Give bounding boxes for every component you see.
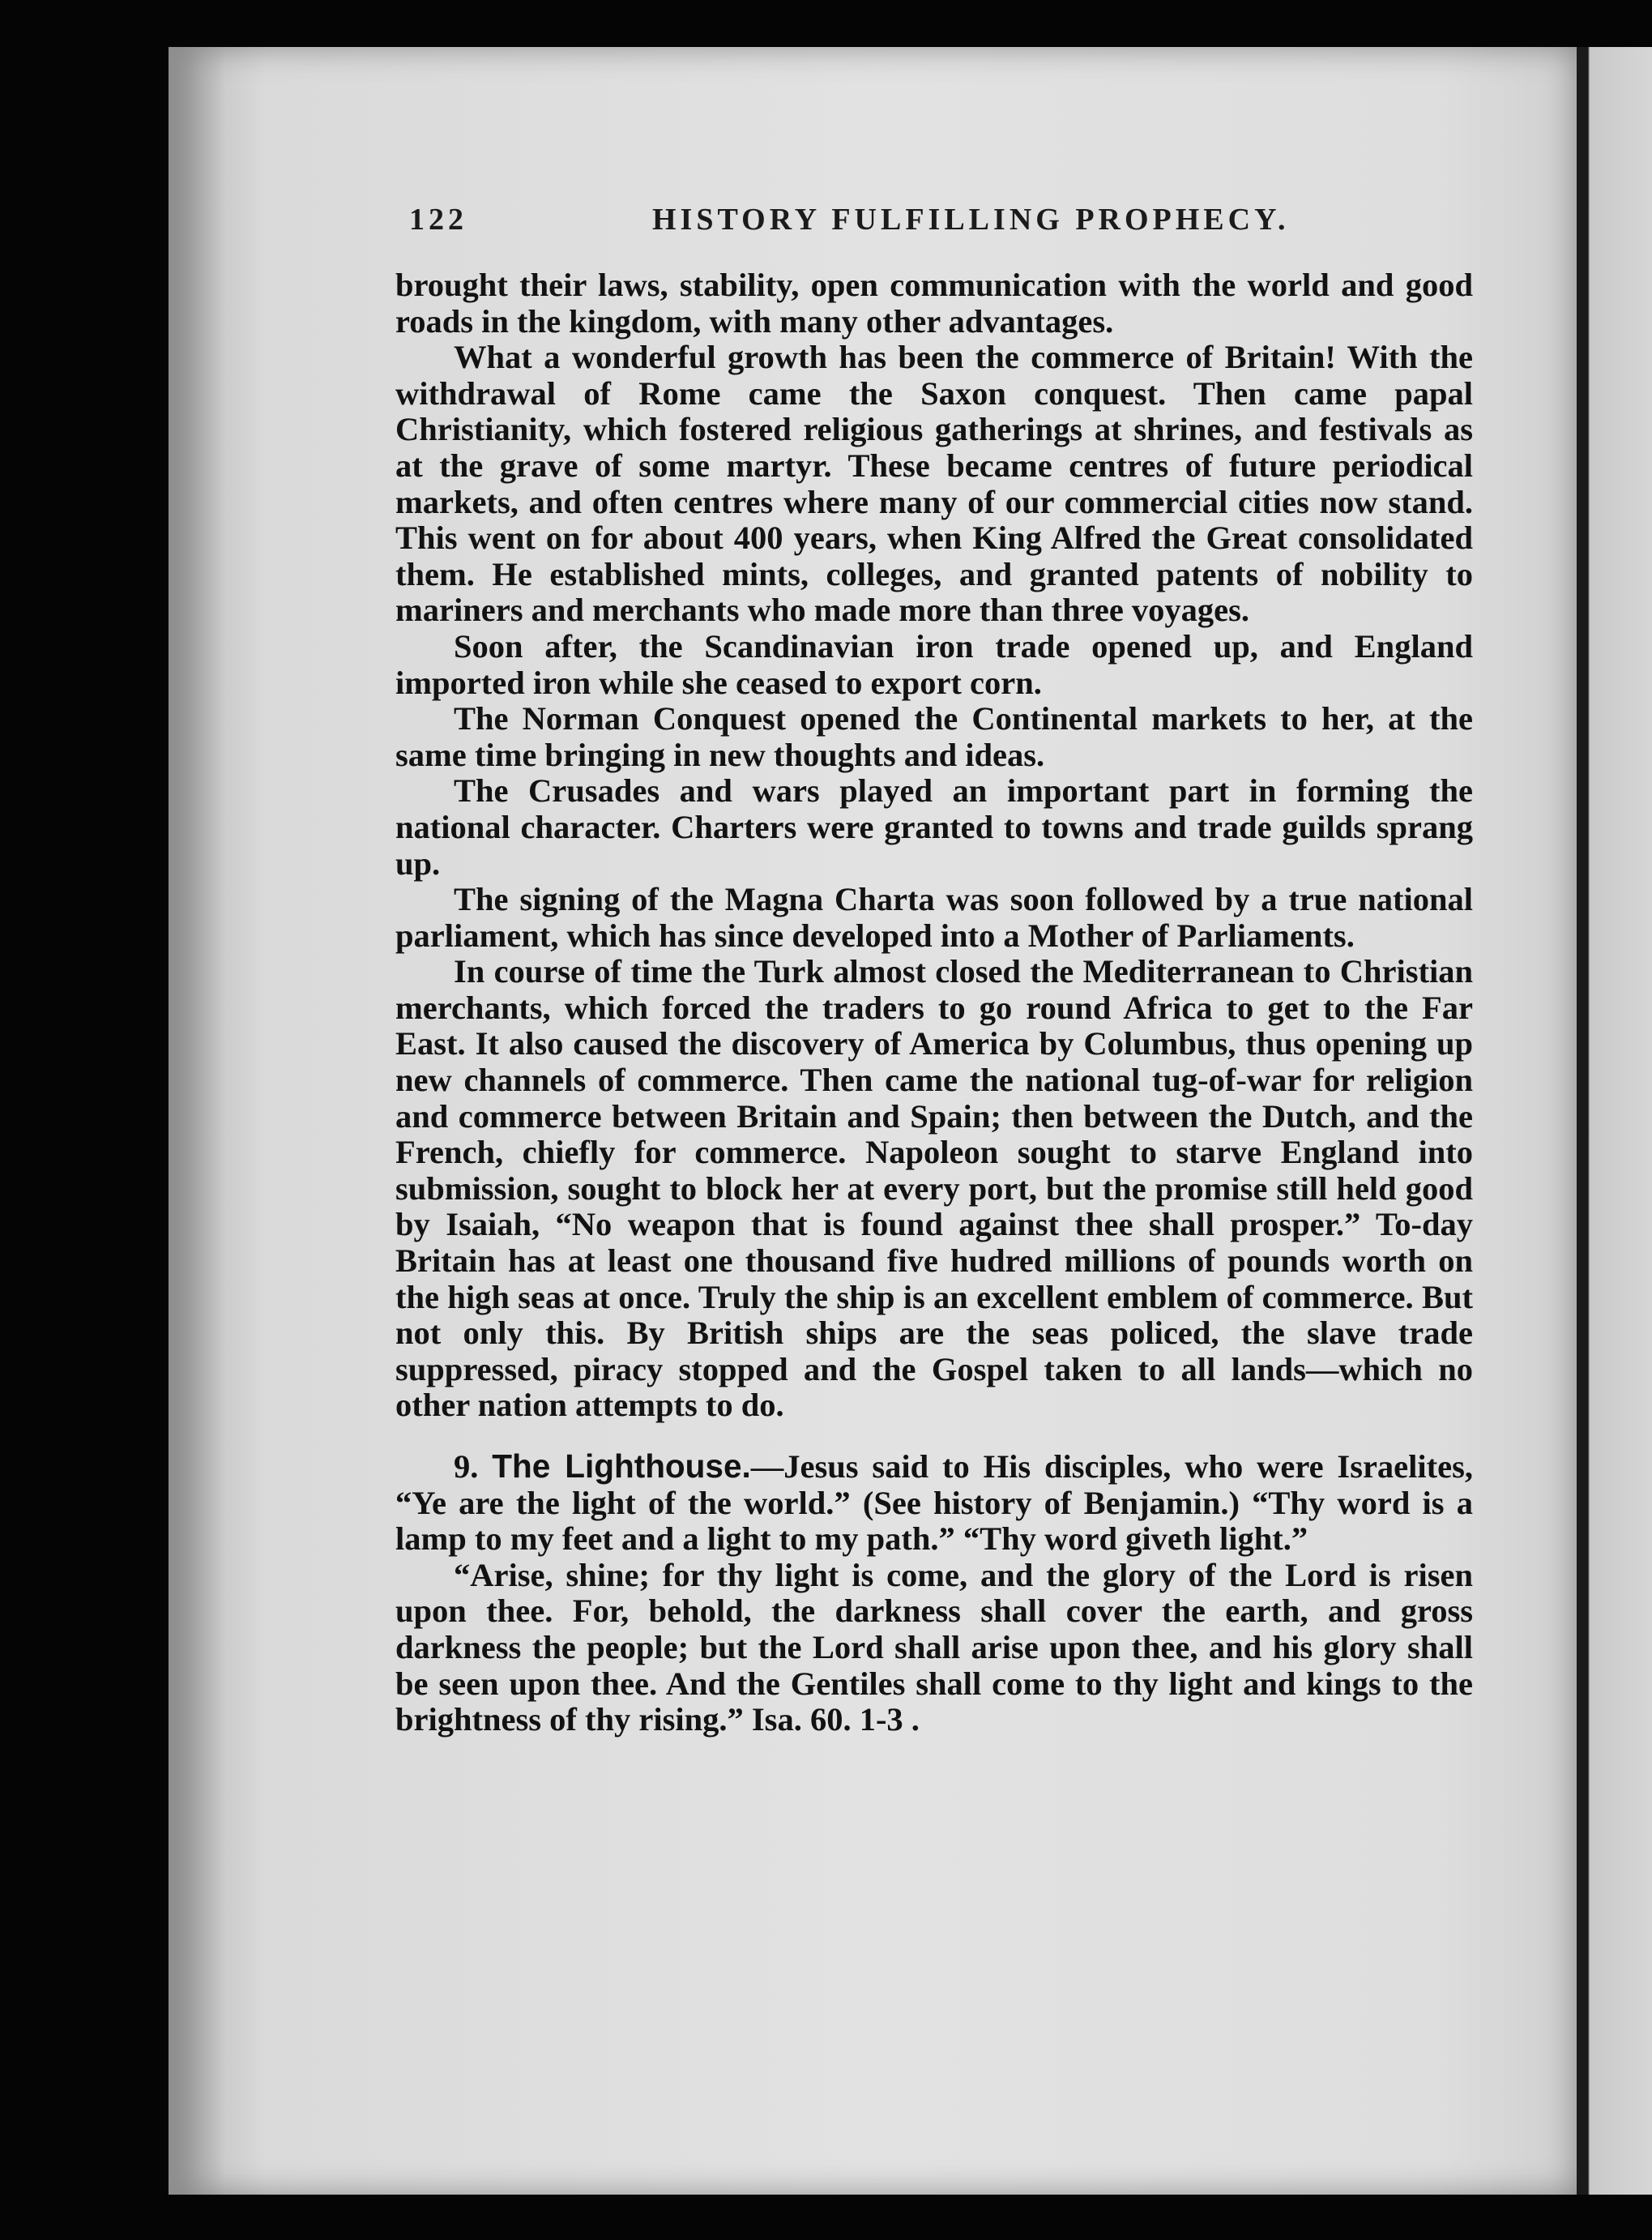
running-title: HISTORY FULFILLING PROPHECY.: [652, 203, 1290, 237]
page-number: 122: [409, 203, 467, 237]
page-gutter-shadow: [169, 47, 225, 2195]
paragraph-3: Soon after, the Scandinavian iron trade opened up, and England imported iron while she ceased to export corn.: [395, 627, 1473, 701]
body-text: [395, 267, 1473, 1738]
paragraph-6: The signing of the Magna Charta was soon followed by a true national parliament, which has since developed into a Mother of Parliaments.: [395, 881, 1473, 954]
section-text: —Jesus said to His disciples, who were Israelites, “Ye are the light of the world.” (See history of Benjamin.) “Thy word is a lamp to my feet and a light to my path.” “Thy word giveth light.”: [395, 1448, 1474, 1558]
section-heading: The Lighthouse.: [492, 1447, 751, 1485]
paragraph-final: “Arise, shine; for thy light is come, and the glory of the Lord is risen upon thee. For, behold, the darkness shall cover the earth, and gross darkness the people; but the Lord shall arise upon thee, and his glory shall be seen upon thee. And the Gentiles shall come to thy light and kings to the brightness of thy rising.” Isa. 60. 1-3 .: [395, 1556, 1473, 1738]
adjacent-page-edge: [1577, 47, 1652, 2195]
section-number: 9.: [454, 1448, 479, 1485]
running-header: [409, 202, 1576, 242]
paragraph-2: What a wonderful growth has been the commerce of Britain! With the withdrawal of Rome came the Saxon conquest. Then came papal Christianity, which fostered religious gatherings at shrines, and festivals as at the grave of some martyr. These became centres of future periodical markets, and often centres where many of our commercial cities now stand. This went on for about 400 years, when King Alfred the Great consolidated them. He established mints, colleges, and granted patents of nobility to mariners and merchants who made more than three voyages.: [395, 339, 1473, 629]
paragraph-7: In course of time the Turk almost closed the Mediterranean to Christian merchants, which forced the traders to go round Africa to get to the Far East. It also caused the discovery of America by Columbus, thus opening up new channels of commerce. Then came the national tug-of-war for religion and commerce between Britain and Spain; then between the Dutch, and the French, chiefly for commerce. Napoleon sought to starve England into submission, sought to block her at every port, but the promise still held good by Isaiah, “No weapon that is found against thee shall prosper.” To-day Britain has at least one thousand five hudred millions of pounds worth on the high seas at once. Truly the ship is an excellent emblem of commerce. But not only this. By British ships are the seas policed, the slave trade suppressed, piracy stopped and the Gospel taken to all lands—which no other nation attempts to do.: [395, 953, 1473, 1424]
paragraph-5: The Crusades and wars played an important part in forming the national character. Charters were granted to towns and trade guilds sprang up.: [395, 772, 1473, 882]
paragraph-4: The Norman Conquest opened the Continental markets to her, at the same time bringing in new thoughts and ideas.: [395, 700, 1473, 773]
paragraph-1: brought their laws, stability, open communication with the world and good roads in the kingdom, with many other advantages.: [395, 267, 1473, 340]
section-lighthouse: [395, 1448, 1473, 1558]
